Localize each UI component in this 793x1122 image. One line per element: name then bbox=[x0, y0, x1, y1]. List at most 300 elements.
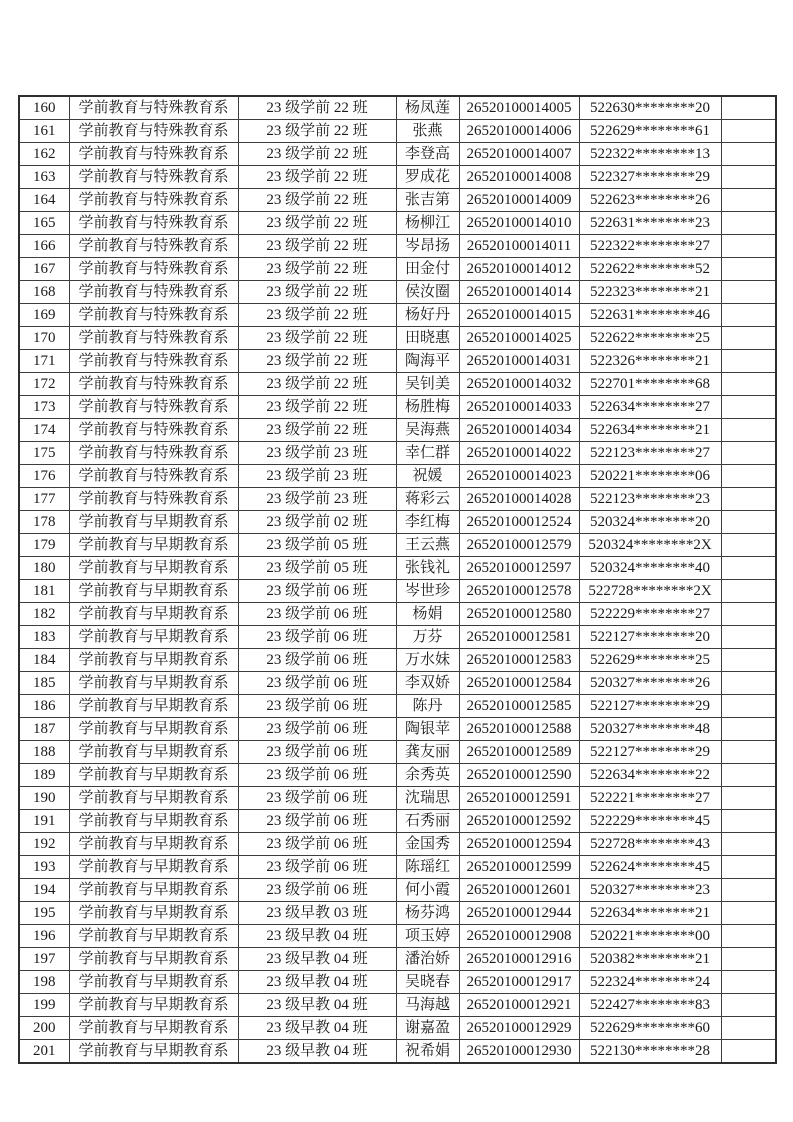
department-cell: 学前教育与早期教育系 bbox=[69, 925, 238, 948]
class-cell: 23 级学前 23 班 bbox=[238, 488, 396, 511]
name-cell: 田晓惠 bbox=[396, 327, 459, 350]
class-cell: 23 级学前 22 班 bbox=[238, 120, 396, 143]
student-id-cell: 26520100014006 bbox=[459, 120, 579, 143]
table-row bbox=[19, 741, 776, 764]
student-id-cell: 26520100012944 bbox=[459, 902, 579, 925]
name-cell: 龚友丽 bbox=[396, 741, 459, 764]
class-cell: 23 级学前 22 班 bbox=[238, 419, 396, 442]
table-row bbox=[19, 304, 776, 327]
table-row bbox=[19, 764, 776, 787]
name-cell: 吴海燕 bbox=[396, 419, 459, 442]
row-number-cell: 174 bbox=[19, 419, 69, 442]
remark-cell bbox=[721, 741, 776, 764]
remark-cell bbox=[721, 396, 776, 419]
table-row bbox=[19, 350, 776, 373]
remark-cell bbox=[721, 856, 776, 879]
id-number-cell: 522634********21 bbox=[579, 419, 721, 442]
name-cell: 祝媛 bbox=[396, 465, 459, 488]
name-cell: 余秀英 bbox=[396, 764, 459, 787]
id-number-cell: 522221********27 bbox=[579, 787, 721, 810]
id-number-cell: 522634********27 bbox=[579, 396, 721, 419]
name-cell: 项玉婷 bbox=[396, 925, 459, 948]
student-id-cell: 26520100012579 bbox=[459, 534, 579, 557]
remark-cell bbox=[721, 971, 776, 994]
remark-cell bbox=[721, 718, 776, 741]
row-number-cell: 164 bbox=[19, 189, 69, 212]
remark-cell bbox=[721, 258, 776, 281]
row-number-cell: 186 bbox=[19, 695, 69, 718]
student-id-cell: 26520100012580 bbox=[459, 603, 579, 626]
department-cell: 学前教育与早期教育系 bbox=[69, 902, 238, 925]
id-number-cell: 520221********00 bbox=[579, 925, 721, 948]
class-cell: 23 级学前 06 班 bbox=[238, 626, 396, 649]
department-cell: 学前教育与早期教育系 bbox=[69, 557, 238, 580]
remark-cell bbox=[721, 212, 776, 235]
name-cell: 石秀丽 bbox=[396, 810, 459, 833]
remark-cell bbox=[721, 442, 776, 465]
department-cell: 学前教育与特殊教育系 bbox=[69, 189, 238, 212]
table-row bbox=[19, 948, 776, 971]
table-row bbox=[19, 488, 776, 511]
department-cell: 学前教育与早期教育系 bbox=[69, 994, 238, 1017]
department-cell: 学前教育与早期教育系 bbox=[69, 649, 238, 672]
table-row bbox=[19, 396, 776, 419]
remark-cell bbox=[721, 350, 776, 373]
class-cell: 23 级学前 06 班 bbox=[238, 672, 396, 695]
name-cell: 岑昂扬 bbox=[396, 235, 459, 258]
department-cell: 学前教育与特殊教育系 bbox=[69, 258, 238, 281]
remark-cell bbox=[721, 626, 776, 649]
name-cell: 马海越 bbox=[396, 994, 459, 1017]
name-cell: 陈瑶红 bbox=[396, 856, 459, 879]
row-number-cell: 193 bbox=[19, 856, 69, 879]
student-id-cell: 26520100012524 bbox=[459, 511, 579, 534]
class-cell: 23 级早教 04 班 bbox=[238, 1040, 396, 1064]
student-id-cell: 26520100014025 bbox=[459, 327, 579, 350]
table-row bbox=[19, 281, 776, 304]
id-number-cell: 522624********45 bbox=[579, 856, 721, 879]
class-cell: 23 级学前 06 班 bbox=[238, 649, 396, 672]
id-number-cell: 522630********20 bbox=[579, 96, 721, 120]
table-row bbox=[19, 580, 776, 603]
student-id-cell: 26520100014015 bbox=[459, 304, 579, 327]
department-cell: 学前教育与特殊教育系 bbox=[69, 350, 238, 373]
id-number-cell: 522629********25 bbox=[579, 649, 721, 672]
class-cell: 23 级学前 05 班 bbox=[238, 534, 396, 557]
name-cell: 陶海平 bbox=[396, 350, 459, 373]
student-id-cell: 26520100012599 bbox=[459, 856, 579, 879]
id-number-cell: 522322********13 bbox=[579, 143, 721, 166]
remark-cell bbox=[721, 787, 776, 810]
class-cell: 23 级早教 04 班 bbox=[238, 994, 396, 1017]
id-number-cell: 522229********27 bbox=[579, 603, 721, 626]
table-row bbox=[19, 96, 776, 120]
department-cell: 学前教育与特殊教育系 bbox=[69, 442, 238, 465]
department-cell: 学前教育与早期教育系 bbox=[69, 718, 238, 741]
class-cell: 23 级学前 22 班 bbox=[238, 189, 396, 212]
department-cell: 学前教育与特殊教育系 bbox=[69, 488, 238, 511]
id-number-cell: 522728********2X bbox=[579, 580, 721, 603]
row-number-cell: 182 bbox=[19, 603, 69, 626]
department-cell: 学前教育与早期教育系 bbox=[69, 879, 238, 902]
roster-body bbox=[19, 96, 776, 1063]
class-cell: 23 级学前 22 班 bbox=[238, 373, 396, 396]
row-number-cell: 201 bbox=[19, 1040, 69, 1064]
student-id-cell: 26520100012601 bbox=[459, 879, 579, 902]
row-number-cell: 200 bbox=[19, 1017, 69, 1040]
class-cell: 23 级早教 04 班 bbox=[238, 1017, 396, 1040]
class-cell: 23 级学前 06 班 bbox=[238, 856, 396, 879]
student-id-cell: 26520100014010 bbox=[459, 212, 579, 235]
remark-cell bbox=[721, 902, 776, 925]
class-cell: 23 级学前 22 班 bbox=[238, 235, 396, 258]
row-number-cell: 172 bbox=[19, 373, 69, 396]
row-number-cell: 192 bbox=[19, 833, 69, 856]
row-number-cell: 183 bbox=[19, 626, 69, 649]
student-id-cell: 26520100014032 bbox=[459, 373, 579, 396]
student-id-cell: 26520100012588 bbox=[459, 718, 579, 741]
student-id-cell: 26520100012590 bbox=[459, 764, 579, 787]
table-row bbox=[19, 603, 776, 626]
remark-cell bbox=[721, 879, 776, 902]
name-cell: 罗成花 bbox=[396, 166, 459, 189]
student-id-cell: 26520100014023 bbox=[459, 465, 579, 488]
class-cell: 23 级学前 22 班 bbox=[238, 143, 396, 166]
row-number-cell: 196 bbox=[19, 925, 69, 948]
name-cell: 杨芬鸿 bbox=[396, 902, 459, 925]
table-row bbox=[19, 235, 776, 258]
id-number-cell: 520327********48 bbox=[579, 718, 721, 741]
id-number-cell: 522623********26 bbox=[579, 189, 721, 212]
department-cell: 学前教育与早期教育系 bbox=[69, 810, 238, 833]
department-cell: 学前教育与早期教育系 bbox=[69, 741, 238, 764]
remark-cell bbox=[721, 465, 776, 488]
student-roster-table bbox=[18, 95, 777, 1064]
student-id-cell: 26520100014012 bbox=[459, 258, 579, 281]
table-row bbox=[19, 189, 776, 212]
department-cell: 学前教育与早期教育系 bbox=[69, 695, 238, 718]
department-cell: 学前教育与早期教育系 bbox=[69, 580, 238, 603]
department-cell: 学前教育与早期教育系 bbox=[69, 1017, 238, 1040]
class-cell: 23 级学前 22 班 bbox=[238, 327, 396, 350]
remark-cell bbox=[721, 810, 776, 833]
row-number-cell: 179 bbox=[19, 534, 69, 557]
table-row bbox=[19, 856, 776, 879]
id-number-cell: 522127********29 bbox=[579, 695, 721, 718]
class-cell: 23 级早教 04 班 bbox=[238, 925, 396, 948]
student-id-cell: 26520100012921 bbox=[459, 994, 579, 1017]
remark-cell bbox=[721, 580, 776, 603]
department-cell: 学前教育与特殊教育系 bbox=[69, 166, 238, 189]
remark-cell bbox=[721, 419, 776, 442]
id-number-cell: 522634********22 bbox=[579, 764, 721, 787]
class-cell: 23 级学前 05 班 bbox=[238, 557, 396, 580]
department-cell: 学前教育与特殊教育系 bbox=[69, 212, 238, 235]
class-cell: 23 级学前 06 班 bbox=[238, 741, 396, 764]
table-row bbox=[19, 327, 776, 350]
remark-cell bbox=[721, 994, 776, 1017]
remark-cell bbox=[721, 120, 776, 143]
remark-cell bbox=[721, 511, 776, 534]
row-number-cell: 168 bbox=[19, 281, 69, 304]
row-number-cell: 191 bbox=[19, 810, 69, 833]
remark-cell bbox=[721, 603, 776, 626]
name-cell: 侯汝圈 bbox=[396, 281, 459, 304]
remark-cell bbox=[721, 327, 776, 350]
table-row bbox=[19, 166, 776, 189]
row-number-cell: 160 bbox=[19, 96, 69, 120]
class-cell: 23 级学前 06 班 bbox=[238, 603, 396, 626]
student-id-cell: 26520100014008 bbox=[459, 166, 579, 189]
class-cell: 23 级学前 06 班 bbox=[238, 580, 396, 603]
table-row bbox=[19, 879, 776, 902]
table-row bbox=[19, 442, 776, 465]
table-row bbox=[19, 810, 776, 833]
table-row bbox=[19, 649, 776, 672]
name-cell: 沈瑞思 bbox=[396, 787, 459, 810]
name-cell: 陈丹 bbox=[396, 695, 459, 718]
class-cell: 23 级学前 22 班 bbox=[238, 396, 396, 419]
remark-cell bbox=[721, 96, 776, 120]
id-number-cell: 522127********20 bbox=[579, 626, 721, 649]
row-number-cell: 165 bbox=[19, 212, 69, 235]
row-number-cell: 184 bbox=[19, 649, 69, 672]
table-row bbox=[19, 212, 776, 235]
name-cell: 王云燕 bbox=[396, 534, 459, 557]
name-cell: 吴晓春 bbox=[396, 971, 459, 994]
id-number-cell: 520324********20 bbox=[579, 511, 721, 534]
row-number-cell: 178 bbox=[19, 511, 69, 534]
remark-cell bbox=[721, 189, 776, 212]
class-cell: 23 级学前 22 班 bbox=[238, 281, 396, 304]
student-id-cell: 26520100012589 bbox=[459, 741, 579, 764]
id-number-cell: 522427********83 bbox=[579, 994, 721, 1017]
class-cell: 23 级早教 03 班 bbox=[238, 902, 396, 925]
student-id-cell: 26520100014033 bbox=[459, 396, 579, 419]
id-number-cell: 520327********26 bbox=[579, 672, 721, 695]
row-number-cell: 188 bbox=[19, 741, 69, 764]
remark-cell bbox=[721, 281, 776, 304]
row-number-cell: 194 bbox=[19, 879, 69, 902]
department-cell: 学前教育与特殊教育系 bbox=[69, 235, 238, 258]
remark-cell bbox=[721, 1040, 776, 1064]
student-id-cell: 26520100014031 bbox=[459, 350, 579, 373]
remark-cell bbox=[721, 373, 776, 396]
department-cell: 学前教育与早期教育系 bbox=[69, 833, 238, 856]
class-cell: 23 级学前 22 班 bbox=[238, 212, 396, 235]
department-cell: 学前教育与早期教育系 bbox=[69, 764, 238, 787]
remark-cell bbox=[721, 833, 776, 856]
table-row bbox=[19, 258, 776, 281]
table-row bbox=[19, 626, 776, 649]
student-id-cell: 26520100014007 bbox=[459, 143, 579, 166]
id-number-cell: 522123********27 bbox=[579, 442, 721, 465]
id-number-cell: 522631********23 bbox=[579, 212, 721, 235]
student-id-cell: 26520100014014 bbox=[459, 281, 579, 304]
id-number-cell: 522629********60 bbox=[579, 1017, 721, 1040]
name-cell: 杨凤莲 bbox=[396, 96, 459, 120]
remark-cell bbox=[721, 695, 776, 718]
department-cell: 学前教育与早期教育系 bbox=[69, 672, 238, 695]
remark-cell bbox=[721, 143, 776, 166]
name-cell: 杨好丹 bbox=[396, 304, 459, 327]
id-number-cell: 522622********25 bbox=[579, 327, 721, 350]
student-id-cell: 26520100014005 bbox=[459, 96, 579, 120]
id-number-cell: 520327********23 bbox=[579, 879, 721, 902]
name-cell: 陶银苹 bbox=[396, 718, 459, 741]
name-cell: 吴钊美 bbox=[396, 373, 459, 396]
remark-cell bbox=[721, 948, 776, 971]
table-row bbox=[19, 695, 776, 718]
department-cell: 学前教育与早期教育系 bbox=[69, 971, 238, 994]
id-number-cell: 522327********29 bbox=[579, 166, 721, 189]
remark-cell bbox=[721, 925, 776, 948]
row-number-cell: 195 bbox=[19, 902, 69, 925]
name-cell: 潘治娇 bbox=[396, 948, 459, 971]
row-number-cell: 173 bbox=[19, 396, 69, 419]
student-id-cell: 26520100014028 bbox=[459, 488, 579, 511]
department-cell: 学前教育与特殊教育系 bbox=[69, 396, 238, 419]
name-cell: 李双娇 bbox=[396, 672, 459, 695]
name-cell: 李红梅 bbox=[396, 511, 459, 534]
id-number-cell: 522701********68 bbox=[579, 373, 721, 396]
name-cell: 张燕 bbox=[396, 120, 459, 143]
class-cell: 23 级学前 06 班 bbox=[238, 695, 396, 718]
id-number-cell: 522728********43 bbox=[579, 833, 721, 856]
row-number-cell: 197 bbox=[19, 948, 69, 971]
student-id-cell: 26520100012917 bbox=[459, 971, 579, 994]
id-number-cell: 520324********40 bbox=[579, 557, 721, 580]
id-number-cell: 520221********06 bbox=[579, 465, 721, 488]
row-number-cell: 187 bbox=[19, 718, 69, 741]
name-cell: 田金付 bbox=[396, 258, 459, 281]
name-cell: 金国秀 bbox=[396, 833, 459, 856]
remark-cell bbox=[721, 557, 776, 580]
row-number-cell: 198 bbox=[19, 971, 69, 994]
name-cell: 李登高 bbox=[396, 143, 459, 166]
student-id-cell: 26520100012581 bbox=[459, 626, 579, 649]
student-id-cell: 26520100014009 bbox=[459, 189, 579, 212]
row-number-cell: 177 bbox=[19, 488, 69, 511]
id-number-cell: 522123********23 bbox=[579, 488, 721, 511]
row-number-cell: 166 bbox=[19, 235, 69, 258]
id-number-cell: 522229********45 bbox=[579, 810, 721, 833]
class-cell: 23 级学前 23 班 bbox=[238, 442, 396, 465]
department-cell: 学前教育与特殊教育系 bbox=[69, 96, 238, 120]
student-id-cell: 26520100012578 bbox=[459, 580, 579, 603]
id-number-cell: 520324********2X bbox=[579, 534, 721, 557]
row-number-cell: 169 bbox=[19, 304, 69, 327]
remark-cell bbox=[721, 304, 776, 327]
table-row bbox=[19, 994, 776, 1017]
row-number-cell: 199 bbox=[19, 994, 69, 1017]
class-cell: 23 级学前 22 班 bbox=[238, 166, 396, 189]
table-row bbox=[19, 1040, 776, 1064]
student-id-cell: 26520100012929 bbox=[459, 1017, 579, 1040]
name-cell: 杨胜梅 bbox=[396, 396, 459, 419]
class-cell: 23 级早教 04 班 bbox=[238, 948, 396, 971]
table-row bbox=[19, 672, 776, 695]
department-cell: 学前教育与特殊教育系 bbox=[69, 327, 238, 350]
class-cell: 23 级学前 06 班 bbox=[238, 879, 396, 902]
department-cell: 学前教育与特殊教育系 bbox=[69, 120, 238, 143]
class-cell: 23 级学前 23 班 bbox=[238, 465, 396, 488]
table-row bbox=[19, 373, 776, 396]
student-id-cell: 26520100012916 bbox=[459, 948, 579, 971]
id-number-cell: 522629********61 bbox=[579, 120, 721, 143]
department-cell: 学前教育与早期教育系 bbox=[69, 626, 238, 649]
name-cell: 谢嘉盈 bbox=[396, 1017, 459, 1040]
row-number-cell: 171 bbox=[19, 350, 69, 373]
remark-cell bbox=[721, 764, 776, 787]
student-id-cell: 26520100014034 bbox=[459, 419, 579, 442]
row-number-cell: 185 bbox=[19, 672, 69, 695]
class-cell: 23 级学前 02 班 bbox=[238, 511, 396, 534]
row-number-cell: 190 bbox=[19, 787, 69, 810]
department-cell: 学前教育与早期教育系 bbox=[69, 787, 238, 810]
department-cell: 学前教育与特殊教育系 bbox=[69, 304, 238, 327]
class-cell: 23 级学前 06 班 bbox=[238, 810, 396, 833]
student-id-cell: 26520100012594 bbox=[459, 833, 579, 856]
department-cell: 学前教育与早期教育系 bbox=[69, 1040, 238, 1064]
id-number-cell: 522622********52 bbox=[579, 258, 721, 281]
row-number-cell: 181 bbox=[19, 580, 69, 603]
id-number-cell: 522326********21 bbox=[579, 350, 721, 373]
table-row bbox=[19, 925, 776, 948]
department-cell: 学前教育与早期教育系 bbox=[69, 603, 238, 626]
table-row bbox=[19, 902, 776, 925]
name-cell: 杨娟 bbox=[396, 603, 459, 626]
table-row bbox=[19, 465, 776, 488]
row-number-cell: 161 bbox=[19, 120, 69, 143]
department-cell: 学前教育与特殊教育系 bbox=[69, 143, 238, 166]
row-number-cell: 170 bbox=[19, 327, 69, 350]
department-cell: 学前教育与特殊教育系 bbox=[69, 373, 238, 396]
table-row bbox=[19, 120, 776, 143]
student-id-cell: 26520100012591 bbox=[459, 787, 579, 810]
table-row bbox=[19, 419, 776, 442]
table-row bbox=[19, 1017, 776, 1040]
table-row bbox=[19, 511, 776, 534]
table-row bbox=[19, 971, 776, 994]
class-cell: 23 级学前 06 班 bbox=[238, 764, 396, 787]
id-number-cell: 522323********21 bbox=[579, 281, 721, 304]
id-number-cell: 522130********28 bbox=[579, 1040, 721, 1064]
remark-cell bbox=[721, 235, 776, 258]
id-number-cell: 522127********29 bbox=[579, 741, 721, 764]
class-cell: 23 级学前 22 班 bbox=[238, 258, 396, 281]
id-number-cell: 522322********27 bbox=[579, 235, 721, 258]
student-id-cell: 26520100012585 bbox=[459, 695, 579, 718]
class-cell: 23 级学前 06 班 bbox=[238, 787, 396, 810]
remark-cell bbox=[721, 1017, 776, 1040]
student-id-cell: 26520100012908 bbox=[459, 925, 579, 948]
department-cell: 学前教育与特殊教育系 bbox=[69, 281, 238, 304]
class-cell: 23 级学前 06 班 bbox=[238, 833, 396, 856]
student-id-cell: 26520100014022 bbox=[459, 442, 579, 465]
table-row bbox=[19, 557, 776, 580]
row-number-cell: 176 bbox=[19, 465, 69, 488]
name-cell: 万芬 bbox=[396, 626, 459, 649]
table-row bbox=[19, 787, 776, 810]
row-number-cell: 162 bbox=[19, 143, 69, 166]
name-cell: 张钱礼 bbox=[396, 557, 459, 580]
table-row bbox=[19, 534, 776, 557]
student-id-cell: 26520100014011 bbox=[459, 235, 579, 258]
class-cell: 23 级学前 06 班 bbox=[238, 718, 396, 741]
student-id-cell: 26520100012597 bbox=[459, 557, 579, 580]
student-id-cell: 26520100012583 bbox=[459, 649, 579, 672]
